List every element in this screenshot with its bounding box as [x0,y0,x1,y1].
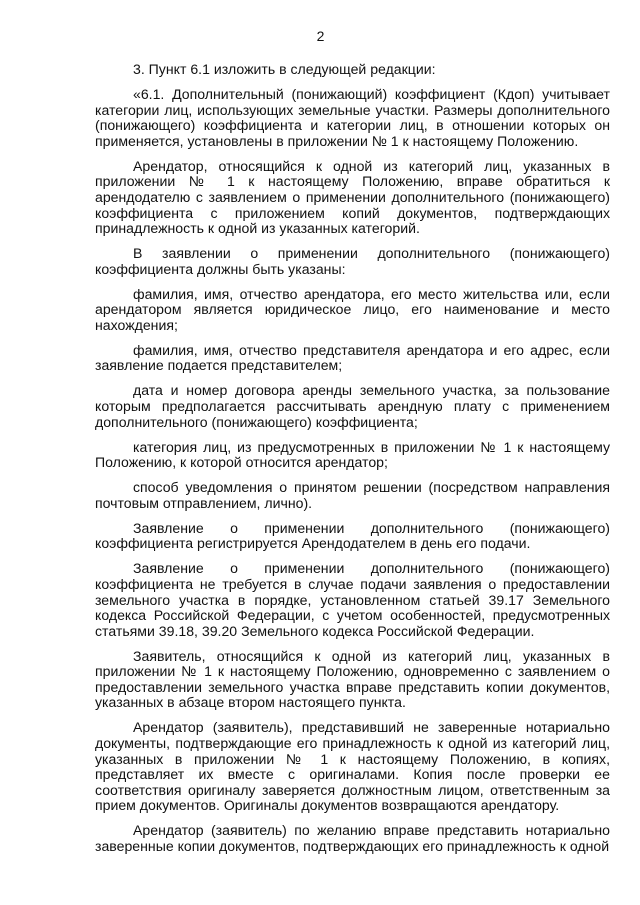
list-item-notification: способ уведомления о принятом решении (посредством направления почтовым отправлением, лично). [95,479,610,511]
list-item-category: категория лиц, из предусмотренных в приложении № 1 к настоящему Положению, к которой относится арендатор; [95,438,610,471]
paragraph-6-1-intro: «6.1. Дополнительный (понижающий) коэффициент (Кдоп) учитывает категории лиц, использующих земельные участки. Размеры дополнительного (понижающего) коэффициента и категории лиц, в отношении которых он применяется, установлены в приложении № 1 к настоящему Положению. [95,85,610,149]
paragraph-notarized: Арендатор (заявитель) по желанию вправе представить нотариально заверенные копии документов, подтверждающих его принадлежность к одной [95,822,610,855]
list-item-representative: фамилия, имя, отчество представителя арендатора и его адрес, если заявление подается представителем; [95,341,610,374]
paragraph-registration: Заявление о применении дополнительного (понижающего) коэффициента регистрируется Арендодателем в день его подачи. [95,519,610,552]
paragraph-tenant-right: Арендатор, относящийся к одной из категорий лиц, указанных в приложении № 1 к настоящему Положению, вправе обратиться к арендодателю с заявлением о применении дополнительного (понижающего) коэффициента с приложением копий документов, подтверждающих принадлежность к одной из указанных категорий. [95,157,610,237]
paragraph-application-contents: В заявлении о применении дополнительного (понижающего) коэффициента должны быть указаны: [95,245,610,277]
paragraph-applicant-copies: Заявитель, относящийся к одной из категорий лиц, указанных в приложении № 1 к настоящему Положению, одновременно с заявлением о предоставлении земельного участка вправе представить копии документов, указанных в абзаце втором настоящего пункта. [95,647,610,711]
list-item-tenant-name: фамилия, имя, отчество арендатора, его место жительства или, если арендатором является юридическое лицо, его наименование и место нахождения; [95,285,610,333]
paragraph-originals: Арендатор (заявитель), представивший не заверенные нотариально документы, подтверждающие его принадлежность к одной из категорий лиц, указанных в приложении № 1 к настоящему Положению, в копиях, представляет их вместе с оригиналами. Копия после проверки ее соответствия оригиналу заверяется должностным лицом, ответственным за прием документов. Оригиналы документов возвращаются арендатору. [95,719,610,814]
paragraph-not-required: Заявление о применении дополнительного (понижающего) коэффициента не требуется в случае подачи заявления о предоставлении земельного участка в порядке, установленном статьей 39.17 Земельного кодекса Российской Федерации, с учетом особенностей, предусмотренных статьями 39.18, 39.20 Земельного кодекса Российской Федерации. [95,560,610,639]
paragraph-item-3: 3. Пункт 6.1 изложить в следующей редакции: [133,61,436,77]
page-number: 2 [316,28,325,44]
list-item-contract: дата и номер договора аренды земельного участка, за пользование которым предполагается рассчитывать арендную плату с применением дополнительного (понижающего) коэффициента; [95,382,610,430]
